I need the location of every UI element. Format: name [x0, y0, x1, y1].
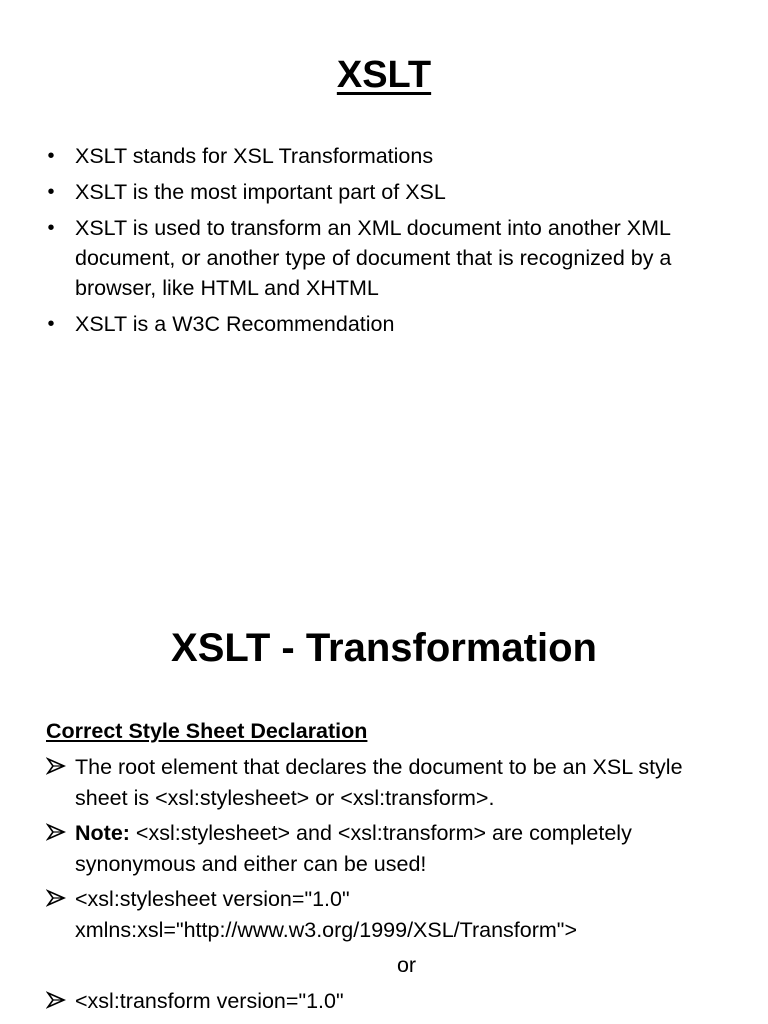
list-item	[0, 986, 768, 1017]
bullet-text: XSLT stands for XSL Transformations	[75, 144, 434, 168]
bullet-text: XSLT is the most important part of XSL	[75, 180, 446, 204]
note-label: Note:	[75, 821, 130, 845]
code-declaration-transform: <xsl:transform version="1.0"	[75, 988, 344, 1013]
or-separator: or	[396, 953, 417, 977]
bullet-text: XSLT is a W3C Recommendation	[75, 312, 395, 336]
list-item	[0, 884, 768, 945]
bullet-text: The root element that declares the document to be an XSL style sheet is <xsl:stylesheet> or <xsl:transform>.	[75, 755, 683, 810]
list-item	[0, 818, 768, 879]
arrowhead-bullet-icon	[46, 990, 66, 1010]
slide-title: XSLT - Transformation	[171, 626, 597, 670]
bullet-list	[0, 141, 768, 345]
arrowhead-bullet-icon	[46, 822, 66, 842]
slide-title: XSLT	[336, 54, 432, 96]
bullet-dot-icon: •	[47, 313, 55, 335]
note-text: <xsl:stylesheet> and <xsl:transform> are completely synonymous and either can be used!	[75, 821, 632, 876]
bullet-dot-icon: •	[47, 181, 55, 203]
bullet-dot-icon: •	[47, 217, 55, 239]
bullet-dot-icon: •	[47, 145, 55, 167]
arrowhead-bullet-icon	[46, 888, 66, 908]
arrow-bullet-list	[0, 752, 768, 1021]
section-subheading: Correct Style Sheet Declaration	[46, 719, 368, 743]
list-item	[0, 309, 768, 339]
code-declaration-stylesheet: <xsl:stylesheet version="1.0" xmlns:xsl="http://www.w3.org/1999/XSL/Transform">	[75, 887, 577, 942]
bullet-text: XSLT is used to transform an XML document into another XML document, or another type of document that is recognized by a browser, like HTML and XHTML	[75, 216, 672, 300]
list-item	[0, 177, 768, 207]
arrowhead-bullet-icon	[46, 756, 66, 776]
list-item	[0, 141, 768, 171]
list-item	[0, 213, 768, 303]
list-item	[0, 752, 768, 813]
slide-xslt-transformation	[0, 600, 768, 1024]
